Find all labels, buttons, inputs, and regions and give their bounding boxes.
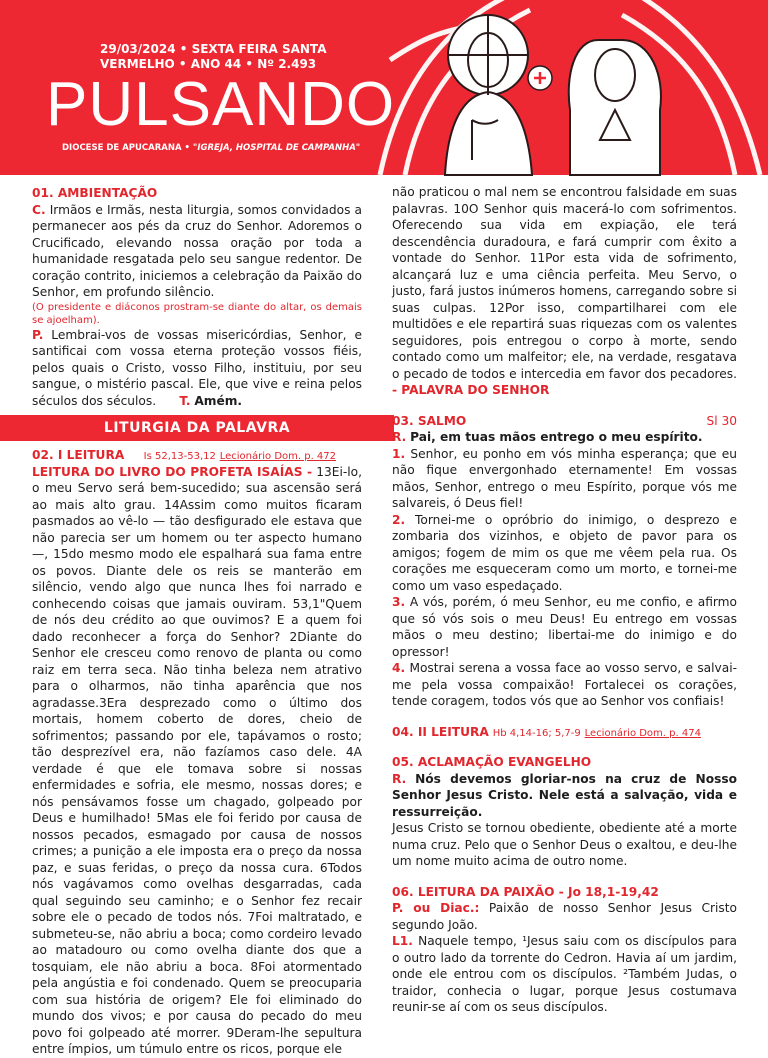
c-label: C.: [32, 202, 46, 217]
paixao-l1-label: L1.: [392, 934, 413, 948]
issue-meta: [100, 42, 326, 72]
salmo-r-label: R.: [392, 430, 407, 444]
stanza-number: 1.: [392, 446, 406, 461]
ambientacao-title: 01. AMBIENTAÇÃO: [32, 186, 158, 200]
leitura2-ref: Hb 4,14-16; 5,7-9: [492, 727, 581, 739]
paixao-l1-text: Naquele tempo, ¹Jesus saiu com os discípulos para o outro lado da torrente do Cedron. Havia aí um jardim, onde ele entrou com os discípulos. ²Também Judas, o traidor, conhecia o lugar, porque Jesus costumava reunir-se aí com os seus discípulos.: [392, 934, 738, 1014]
salmo-response-text: Pai, em tuas mãos entrego o meu espírito.: [410, 430, 703, 444]
motto: "IGREJA, HOSPITAL DE CAMPANHA": [192, 143, 361, 153]
diocese-name: DIOCESE DE APUCARANA: [62, 143, 182, 153]
left-column: [32, 185, 362, 1058]
masthead: [0, 0, 768, 175]
salmo-response: [392, 429, 737, 446]
c-text: Irmãos e Irmãs, nesta liturgia, somos convidados a permanecer aos pés da cruz do Senhor. Adoremos o Crucificado, elevando nossa oração por toda a humanidade resgatada pelo seu sangue redentor. De coração contrito, iniciemos a celebração da Paixão do Senhor, em profundo silêncio.: [32, 202, 363, 299]
p-label: P.: [32, 327, 44, 342]
leitura2-header: [392, 724, 737, 741]
paixao-p-label: P. ou Diac.:: [392, 901, 480, 915]
leitura2-lecionario: Lecionário Dom. p. 474: [584, 727, 701, 739]
stanza-text: A vós, porém, ó meu Senhor, eu me confio, e afirmo que só vós sois o meu Deus! Eu entrego em vossas mãos o meu destino; libertai-me do inimigo e do opressor!: [392, 595, 737, 659]
stanza-number: 4.: [392, 661, 406, 675]
right-column: [392, 184, 737, 1016]
salmo-stanza-1: [392, 446, 737, 512]
diocese-line: DIOCESE DE APUCARANA • "IGREJA, HOSPITAL DE CAMPANHA": [62, 143, 361, 153]
paixao-title: 06. LEITURA DA PAIXÃO - Jo 18,1-19,42: [392, 884, 659, 899]
stanza-text: Mostrai serena a vossa face ao vosso servo, e salvai-me pela vossa compaixão! Fortalecei os corações, tende coragem, todos vós que ao Senhor vos confiais!: [392, 661, 737, 708]
aclamacao-response-text: Nós devemos gloriar-nos na cruz de Nosso Senhor Jesus Cristo. Nele está a salvação, vida e ressurreição.: [392, 771, 737, 819]
stanza-number: 2.: [392, 512, 406, 527]
salmo-stanza-4: [392, 660, 737, 710]
liturgia-banner: LITURGIA DA PALAVRA: [0, 415, 394, 441]
stanza-text: Tornei-me o opróbrio do inimigo, o desprezo e zombaria dos vizinhos, e objeto de pavor para os amigos; fogem de mim os que me vêem pela rua. Os corações me esqueceram como um morto, e tornei-me como um vaso espedaçado.: [392, 512, 737, 593]
ambientacao-p-paragraph: [32, 327, 362, 410]
leitura1-ref: Is 52,13-53,12: [143, 451, 216, 462]
leitura1-continuation: não praticou o mal nem se encontrou falsidade em suas palavras. 10O Senhor quis macerá-lo com sofrimentos. Oferecendo sua vida em expiação, ele terá descendência duradoura, e fará cumprir com êxito a vontade do Senhor. 11Por esta vida de sofrimento, alcançará luz e uma ciência perfeita. Meu Servo, o justo, fará justos inúmeros homens, carregando sobre si suas culpas. 12Por isso, compartilharei com ele multidões e ele repartirá suas riquezas com os valentes seguidores, pois entregou o corpo à morte, sendo contado como um malfeitor; ele, na verdade, resgatava o pecado de todos e intercedia em favor dos pecadores.: [392, 185, 737, 381]
salmo-stanza-2: [392, 512, 737, 595]
salmo-title: 03. SALMO: [392, 413, 467, 428]
paixao-l1-paragraph: [392, 933, 737, 1016]
leitura1-header: [32, 447, 362, 464]
leitura1-lecionario: Lecionário Dom. p. 472: [219, 451, 337, 462]
date-line: 29/03/2024 • SEXTA FEIRA SANTA: [100, 42, 327, 56]
leitura1-closing: - PALAVRA DO SENHOR: [392, 383, 550, 397]
t-label: T.: [179, 393, 191, 408]
salmo-header: [392, 413, 737, 430]
paixao-p-text: Paixão de nosso Senhor Jesus Cristo segundo João.: [392, 901, 737, 932]
leitura1-continuation-paragraph: [392, 184, 737, 399]
leitura1-text: [32, 464, 362, 1058]
logo-pulsando: PULSANDO: [46, 70, 396, 139]
p-text: Lembrai-vos de vossas misericórdias, Senhor, e santificai com vossa eterna proteção vossos fiéis, pelos quais o Cristo, vosso Filho, instituiu, por seu sangue, o mistério pascal. Ele, que vive e reina pelos séculos dos séculos.: [32, 327, 362, 408]
salmo-stanza-3: [392, 594, 737, 660]
leitura1-title: 02. I LEITURA: [32, 448, 125, 462]
rubric: (O presidente e diáconos prostram-se diante do altar, os demais se ajoelham).: [32, 301, 362, 326]
aclamacao-r-label: R.: [392, 771, 407, 786]
stanza-text: Senhor, eu ponho em vós minha esperança; que eu não fique envergonhado eternamente! Em vossas mãos, Senhor, entrego o meu Espírito, porque vós me salvareis, ó Deus fiel!: [392, 446, 737, 510]
stanza-number: 3.: [392, 595, 406, 609]
leitura1-heading: LEITURA DO LIVRO DO PROFETA ISAÍAS -: [32, 464, 313, 479]
aclamacao-response: [392, 771, 737, 821]
salmo-ref: Sl 30: [706, 413, 737, 428]
jesus-mary-illustration: [360, 0, 768, 175]
leitura1-body: 13Ei-lo, o meu Servo será bem-sucedido; sua ascensão será ao mais alto grau. 14Assim como muitos ficaram pasmados ao vê-lo — tão desfigurado ele estava que não parecia ser um homem ou ter aspecto humano —, 15do mesmo modo ele espalhará sua fama entre os povos. Diante dele os reis se manterão em silêncio, vendo algo que nunca lhes foi narrado e conhecendo coisas que jamais ouviram. 53,1"Quem de nós deu crédito ao que ouvimos? E a quem foi dado reconhecer a força do Senhor? 2Diante do Senhor ele cresceu como renovo de planta ou como raiz em terra seca. Não tinha beleza nem atrativo para o olharmos, não tinha aparência que nos agradasse.3Era desprezado como o último dos mortais, homem coberto de dores, cheio de sofrimentos; passando por ele, tapávamos o rosto; tão desprezível era, não fazíamos caso dele. 4A verdade é que ele tomava sobre si nossas enfermidades e sofria, ele mesmo, nossas dores; e nós pensávamos fosse um chagado, golpeado por Deus e humilhado! 5Mas ele foi ferido por causa de nossos pecados, esmagado por causa de nossos crimes; a punição a ele imposta era o preço da nossa paz, e suas feridas, o preço da nossa cura. 6Todos nós vagávamos como ovelhas desgarradas, cada qual seguindo seu caminho; e o Senhor fez recair sobre ele o pecado de todos nós. 7Foi maltratado, e submeteu-se, não abriu a boca; como cordeiro levado ao matadouro ou como ovelha diante dos que a tosquiam, ele não abriu a boca. 8Foi atormentado pela angústia e foi condenado. Quem se preocuparia com sua história de origem? Ele foi eliminado do mundo dos vivos; e por causa do pecado do meu povo foi golpeado até morrer. 9Deram-lhe sepultura entre ímpios, um túmulo entre os ricos, porque ele: [32, 464, 362, 1056]
paixao-p-paragraph: [392, 900, 737, 933]
ambientacao-c-paragraph: [32, 202, 362, 301]
aclamacao-text: Jesus Cristo se tornou obediente, obediente até a morte numa cruz. Pelo que o Senhor Deus o exaltou, e deu-lhe um nome muito acima de outro nome.: [392, 821, 737, 868]
issue-line: VERMELHO • ANO 44 • Nº 2.493: [100, 57, 317, 71]
aclamacao-title: 05. ACLAMAÇÃO EVANGELHO: [392, 755, 592, 769]
leitura2-title: 04. II LEITURA: [392, 724, 489, 739]
t-text: Amém.: [194, 393, 243, 408]
